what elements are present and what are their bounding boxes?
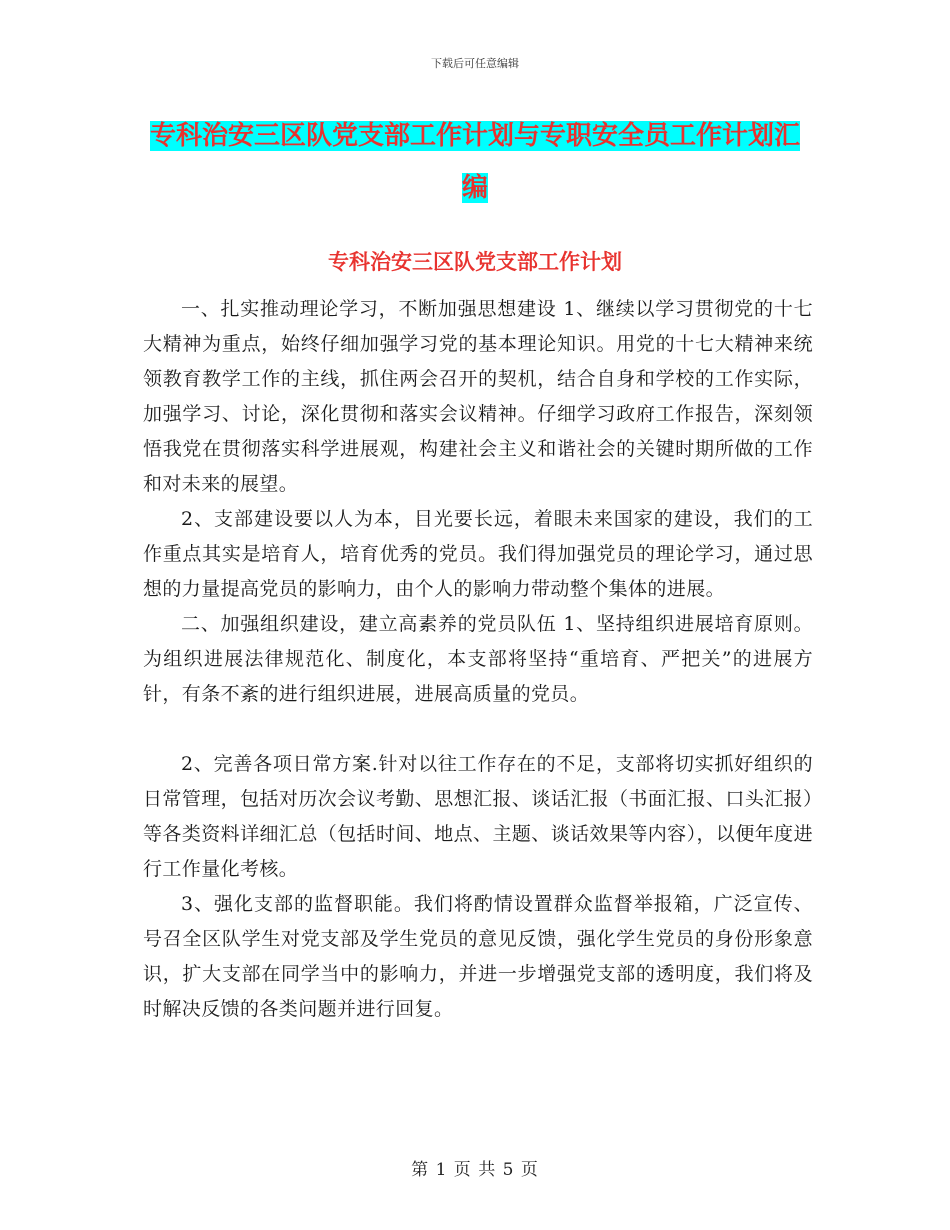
section-title: 专科治安三区队党支部工作计划 <box>328 250 622 274</box>
page-footer: 第 1 页 共 5 页 <box>411 1160 539 1180</box>
document-body <box>143 292 813 1027</box>
document-title-text: 专科治安三区队党支部工作计划与专职安全员工作计划汇编 <box>149 121 800 203</box>
paragraph: 2、支部建设要以人为本，目光要长远，着眼未来国家的建设，我们的工作重点其实是培育人，培育优秀的党员。我们得加强党员的理论学习，通过思想的力量提高党员的影响力，由个人的影响力带动整个集体的进展。 <box>143 508 813 600</box>
paragraph: 2、完善各项日常方案.针对以往工作存在的不足，支部将切实抓好组织的日常管理，包括对历次会议考勤、思想汇报、谈话汇报（书面汇报、口头汇报）等各类资料详细汇总（包括时间、地点、主题、谈话效果等内容），以便年度进行工作量化考核。 <box>143 753 813 880</box>
header-note: 下载后可任意编辑 <box>431 57 519 70</box>
paragraph: 二、加强组织建设，建立高素养的党员队伍 1、坚持组织进展培育原则。为组织进展法律规范化、制度化，本支部将坚持“重培育、严把关”的进展方针，有条不紊的进行组织进展，进展高质量的党员。 <box>143 613 813 705</box>
document-title <box>140 110 810 214</box>
paragraph: 3、强化支部的监督职能。我们将酌情设置群众监督举报箱，广泛宣传、号召全区队学生对党支部及学生党员的意见反馈，强化学生党员的身份形象意识，扩大支部在同学当中的影响力，并进一步增强党支部的透明度，我们将及时解决反馈的各类问题并进行回复。 <box>143 893 813 1020</box>
paragraph: 一、扎实推动理论学习，不断加强思想建设 1、继续以学习贯彻党的十七大精神为重点，始终仔细加强学习党的基本理论知识。用党的十七大精神来统领教育教学工作的主线，抓住两会召开的契机，结合自身和学校的工作实际，加强学习、讨论，深化贯彻和落实会议精神。仔细学习政府工作报告，深刻领悟我党在贯彻落实科学进展观，构建社会主义和谐社会的关键时期所做的工作和对未来的展望。 <box>143 298 813 495</box>
